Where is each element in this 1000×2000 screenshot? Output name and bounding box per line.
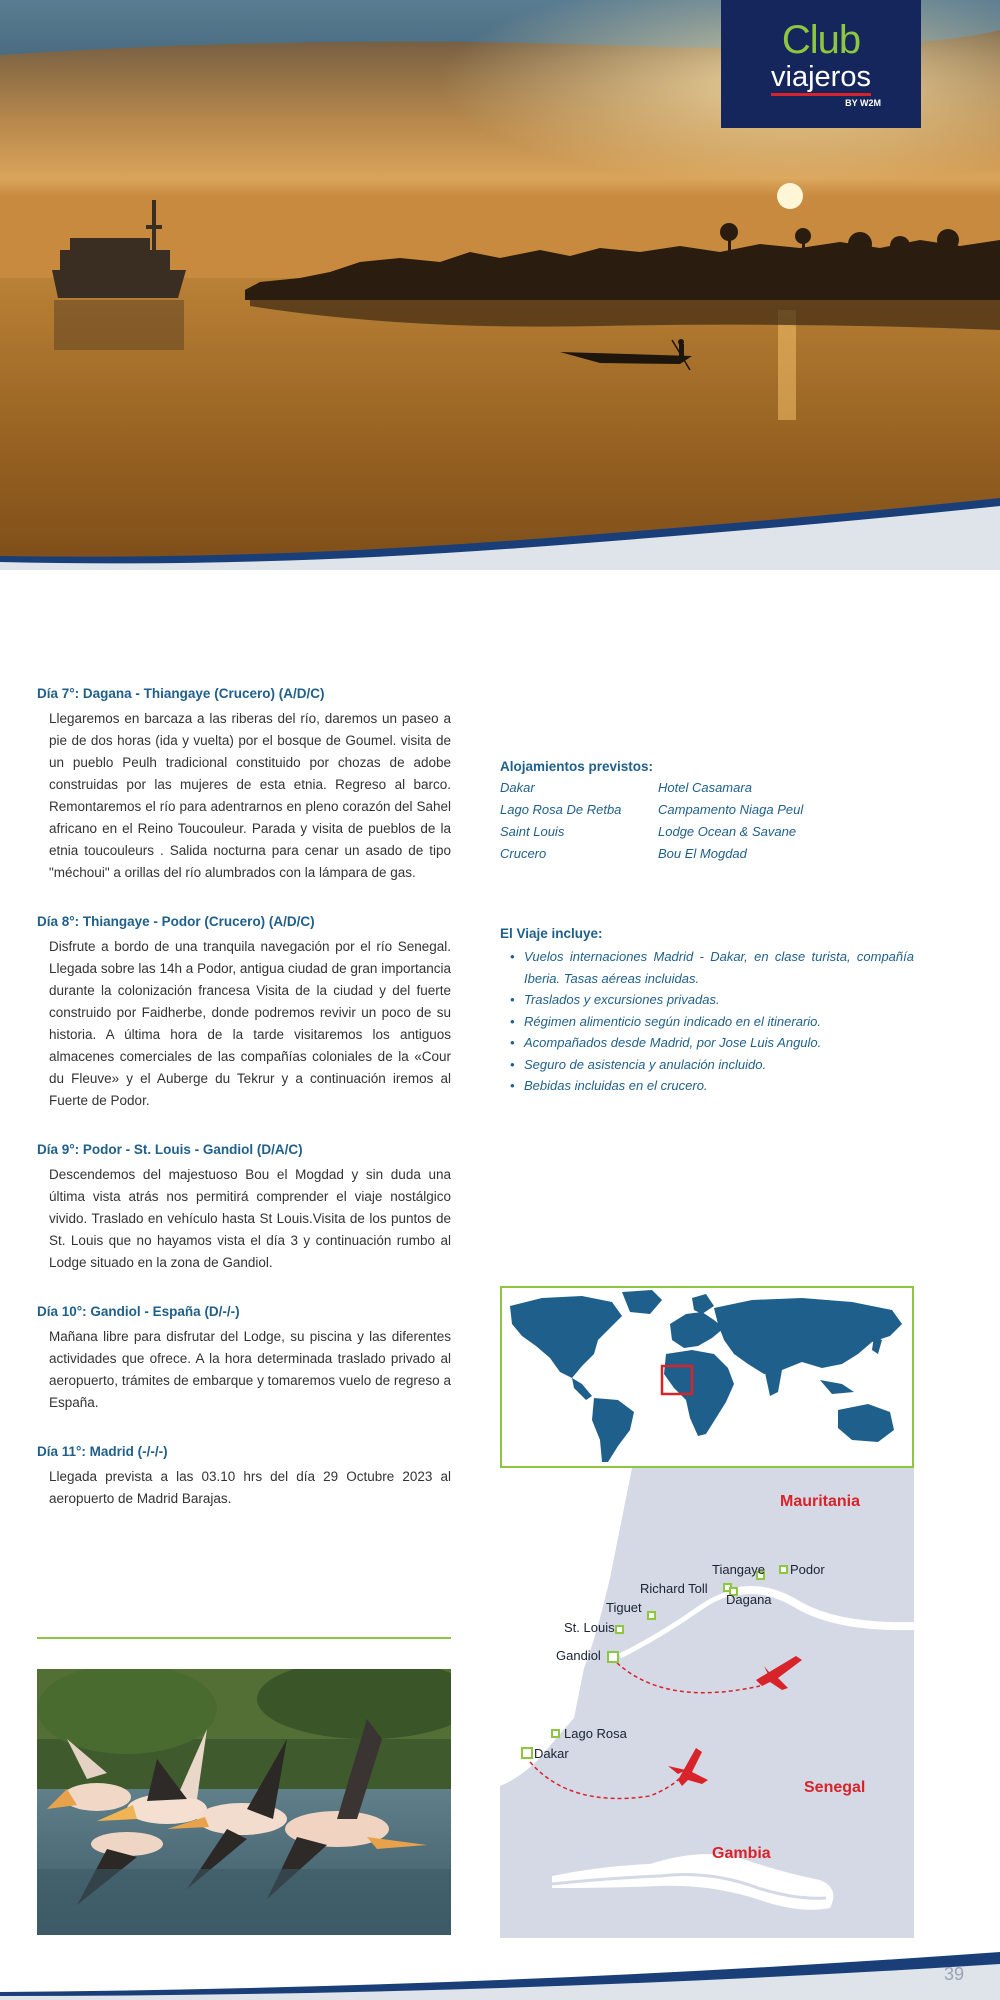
pelicans-illustration: [37, 1669, 451, 1935]
place-label: Tiguet: [606, 1600, 642, 1615]
country-label: Senegal: [804, 1779, 866, 1796]
brand-logo: [721, 0, 921, 128]
accommodation-hotel: Lodge Ocean & Savane: [658, 824, 797, 839]
country-label: Mauritania: [780, 1493, 861, 1510]
map-marker: [648, 1612, 655, 1619]
logo-club-text: Club: [781, 18, 861, 62]
pelicans-photo: [37, 1669, 451, 1935]
itinerary-day-10: [37, 1302, 451, 1414]
includes-item: • Vuelos internaciones Madrid - Dakar, en clase turista, compañía Iberia. Tasas aéreas incluidas.: [500, 946, 914, 989]
place-label: Dakar: [534, 1746, 569, 1761]
plane-icon: [756, 1656, 802, 1690]
accommodation-row: [500, 821, 930, 843]
place-label: Podor: [790, 1562, 825, 1577]
includes-section: [500, 924, 914, 1097]
includes-title: El Viaje incluye:: [500, 926, 603, 941]
plane-icon: [668, 1748, 708, 1786]
map-marker: [616, 1626, 623, 1633]
logo-by-w2m: BY W2M: [845, 98, 881, 108]
day-title: Día 9°: Podor - St. Louis - Gandiol (D/A/C): [37, 1142, 303, 1157]
logo-viajeros-text: viajeros: [771, 61, 871, 93]
day-title: Día 7°: Dagana - Thiangaye (Crucero) (A/D/C): [37, 686, 325, 701]
map-marker: [522, 1748, 532, 1758]
itinerary-day-9: [37, 1140, 451, 1274]
logo-red-underline: [771, 93, 871, 96]
world-map: [500, 1286, 914, 1468]
accommodation-place: Dakar: [500, 780, 535, 795]
senegal-route-map: [500, 1468, 914, 1938]
accommodation-place: Crucero: [500, 846, 547, 861]
country-label: Gambia: [712, 1845, 771, 1862]
place-label: Tiangaye: [712, 1562, 765, 1577]
itinerary-day-8: [37, 912, 451, 1112]
accommodation-row: [500, 843, 930, 865]
place-label: Lago Rosa: [564, 1726, 627, 1741]
accommodation-place: Lago Rosa De Retba: [500, 802, 622, 817]
itinerary-day-7: [37, 684, 451, 884]
hero-sunset-photo: [0, 0, 1000, 570]
day-description: Llegada prevista a las 03.10 hrs del día 29 Octubre 2023 al aeropuerto de Madrid Barajas.: [49, 1469, 451, 1506]
includes-item: • Bebidas incluidas en el crucero.: [500, 1075, 914, 1097]
route-map-illustration: [500, 1468, 914, 1938]
place-label: Richard Toll: [640, 1581, 708, 1596]
place-label: St. Louis: [564, 1620, 615, 1635]
map-marker: [552, 1730, 559, 1737]
world-map-illustration: [502, 1288, 912, 1466]
includes-item: • Acompañados desde Madrid, por Jose Luis Angulo.: [500, 1032, 914, 1054]
accommodation-hotel: Campamento Niaga Peul: [658, 802, 804, 817]
map-marker: [780, 1566, 787, 1573]
includes-item: • Régimen alimenticio según indicado en el itinerario.: [500, 1011, 914, 1033]
page-number: 39: [943, 1964, 964, 1984]
accommodation-hotel: Hotel Casamara: [658, 780, 752, 795]
day-description: Llegaremos en barcaza a las riberas del río, daremos un paseo a pie de dos horas (ida y vuelta) por el bosque de Goumel. visita de un pueblo Peulh tradicional constituido por chozas de adobe construidas por las mujeres de esta etnia. Regreso al barco. Remontaremos el río para adentrarnos en pleno corazón del Sahel africano en el Reino Toucouleur. Parada y visita de pueblos de la etnia toucouleurs . Salida nocturna para cenar un asado de tipo "méchoui" a orillas del río alumbrados con la lámpara de gas.: [49, 711, 451, 880]
includes-item: • Seguro de asistencia y anulación incluido.: [500, 1054, 914, 1076]
green-divider: [37, 1637, 451, 1639]
day-title: Día 10°: Gandiol - España (D/-/-): [37, 1304, 240, 1319]
day-description: Mañana libre para disfrutar del Lodge, su piscina y las diferentes actividades que ofrece. A la hora determinada traslado privado al aeropuerto, trámites de embarque y tomaremos vuelo de regreso a España.: [49, 1329, 451, 1410]
footer-wave: [0, 1940, 1000, 2000]
itinerary-column: [37, 684, 451, 1538]
map-marker: [608, 1652, 618, 1662]
day-title: Día 8°: Thiangaye - Podor (Crucero) (A/D/C): [37, 914, 315, 929]
day-description: Disfrute a bordo de una tranquila navegación por el río Senegal. Llegada sobre las 14h a Podor, antigua ciudad de gran importancia durante la colonización francesa Visita de la ciudad y del fuerte construido por Faidherbe, donde podremos revivir un poco de su historia. A última hora de la tarde visitaremos los antiguos almacenes comerciales de las compañías coloniales de la «Cour du Fleuve» y el Auberge du Tekrur y a continuación iremos al Fuerte de Podor.: [49, 939, 451, 1108]
accommodation-row: [500, 777, 930, 799]
includes-item: • Traslados y excursiones privadas.: [500, 989, 914, 1011]
itinerary-day-11: [37, 1442, 451, 1510]
day-title: Día 11°: Madrid (-/-/-): [37, 1444, 168, 1459]
accommodation-place: Saint Louis: [500, 824, 565, 839]
place-label: Gandiol: [556, 1648, 601, 1663]
includes-list: [500, 946, 914, 1097]
place-label: Dagana: [726, 1592, 772, 1607]
day-description: Descendemos del majestuoso Bou el Mogdad y sin duda una última vista atrás nos permitirá comprender el viaje nostálgico vivido. Traslado en vehículo hasta St Louis.Visita de los puntos de St. Louis que no hayamos vista el día 3 y continuación rumbo al Lodge situado en la zona de Gandiol.: [49, 1167, 451, 1270]
accommodations-section: [500, 757, 930, 865]
accommodations-title: Alojamientos previstos:: [500, 759, 654, 774]
accommodation-row: [500, 799, 930, 821]
accommodation-hotel: Bou El Mogdad: [658, 846, 747, 861]
